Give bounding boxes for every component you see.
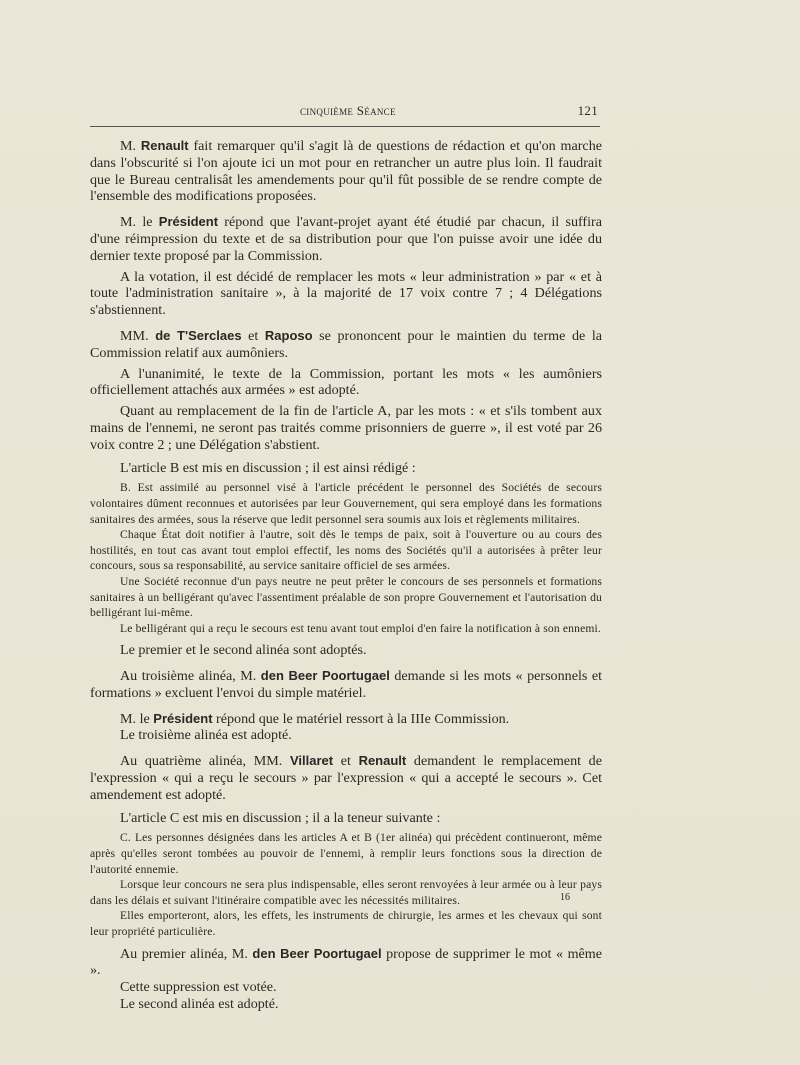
speaker-name: de T'Serclaes [155, 327, 242, 343]
speaker-name: Villaret [289, 753, 334, 769]
speaker-name: Président [158, 214, 219, 230]
paragraph: MM. de T'Serclaes et Raposo se prononcent pour le maintien du terme de la Commission relatif aux aumôniers. [90, 327, 602, 361]
paragraph: L'article B est mis en discussion ; il est ainsi rédigé : [120, 459, 416, 476]
paragraph: Le troisième alinéa est adopté. [120, 727, 292, 744]
text-body [90, 138, 602, 1013]
speaker-name: den Beer Poortugael [252, 945, 382, 961]
paragraph: A la votation, il est décidé de remplacer les mots « leur administration » par « et à toute l'administration sanitaire », à la majorité de 17 voix contre 7 ; 4 Délégations s'abstiennent. [90, 268, 602, 319]
paragraph: Cette suppression est votée. [120, 979, 277, 996]
running-header [90, 103, 600, 121]
speaker-name: Président [153, 710, 213, 726]
paragraph: L'article C est mis en discussion ; il a la teneur suivante : [120, 809, 441, 826]
speaker-name: Raposo [264, 327, 313, 343]
speaker-name: Renault [358, 753, 407, 769]
printer-signature: 16 [560, 892, 570, 903]
quoted-article: Lorsque leur concours ne sera plus indispensable, elles seront renvoyées à leur armée ou à leur pays dans les délais et suivant l'itinéraire compatible avec les nécessités militaires. [90, 878, 602, 907]
header-title: cinquième Séance [300, 103, 396, 118]
quoted-article: C. Les personnes désignées dans les articles A et B (1er alinéa) qui précèdent continueront, même après qu'elles seront tombées au pouvoir de l'ennemi, à remplir leurs fonctions sous la direction de l'autorité ennemie. [90, 831, 602, 876]
quoted-article: Une Société reconnue d'un pays neutre ne peut prêter le concours de ses personnels et formations sanitaires à un belligérant qu'avec l'assentiment préalable de son propre Gouvernement et l'autorisation du belligérant lui-même. [90, 574, 602, 620]
paragraph: M. le Président répond que le matériel ressort à la IIIe Commission. [120, 710, 510, 727]
quoted-article: Chaque État doit notifier à l'autre, soit dès le temps de paix, soit à l'ouverture ou au cours des hostilités, en tout cas avant tout emploi effectif, les noms des Sociétés qu'il a autorisées à prêter leur concours, sous sa responsabilité, au service sanitaire officiel de ses armées. [90, 528, 602, 573]
paragraph: Quant au remplacement de la fin de l'article A, par les mots : « et s'ils tombent aux mains de l'ennemi, ne seront pas traités comme prisonniers de guerre », il est voté par 26 voix contre 2 ; une Délégation s'abstient. [90, 403, 602, 453]
header-rule [90, 126, 600, 127]
paragraph: A l'unanimité, le texte de la Commission, portant les mots « les aumôniers officiellement attachés aux armées » est adopté. [90, 365, 602, 399]
quoted-article: B. Est assimilé au personnel visé à l'article précédent le personnel des Sociétés de secours volontaires dûment reconnues et autorisées par leur Gouvernement, qui sera employé dans les formations sanitaires des armées, sous la réserve que ledit personnel sera soumis aux lois et règlements militaires. [90, 481, 602, 526]
paragraph: Au quatrième alinéa, MM. Villaret et Renault demandent le remplacement de l'expression « qui a reçu le secours » par l'expression « qui a accepté le secours ». Cet amendement est adopté. [90, 753, 602, 803]
quoted-article: Elles emporteront, alors, les effets, les instruments de chirurgie, les armes et les chevaux qui sont leur propriété particulière. [90, 909, 602, 939]
paragraph: Au premier alinéa, M. den Beer Poortugael propose de supprimer le mot « même ». [90, 945, 602, 979]
quoted-article: Le belligérant qui a reçu le secours est tenu avant tout emploi d'en faire la notification à son ennemi. [120, 621, 601, 635]
paragraph: Le second alinéa est adopté. [120, 996, 279, 1012]
speaker-name: Renault [140, 138, 189, 153]
page-number: 121 [577, 103, 598, 118]
paragraph: M. le Président répond que l'avant-projet ayant été étudié par chacun, il suffira d'une réimpression du texte et de sa distribution pour que l'on puisse avoir une idée du dernier texte proposé par la Commission. [90, 214, 602, 264]
speaker-name: den Beer Poortugael [260, 668, 390, 684]
paragraph: M. Renault fait remarquer qu'il s'agit là de questions de rédaction et qu'on marche dans l'obscurité si l'on ajoute ici un mot pour en retrancher un autre plus loin. Il faudrait que le Bureau centralisât les amendements pour qu'il fût possible de se rendre compte de l'ensemble des modifications proposées. [90, 138, 602, 205]
paragraph: Au troisième alinéa, M. den Beer Poortugael demande si les mots « personnels et formations » excluent l'envoi du simple matériel. [90, 668, 602, 701]
paragraph: Le premier et le second alinéa sont adoptés. [120, 642, 367, 659]
